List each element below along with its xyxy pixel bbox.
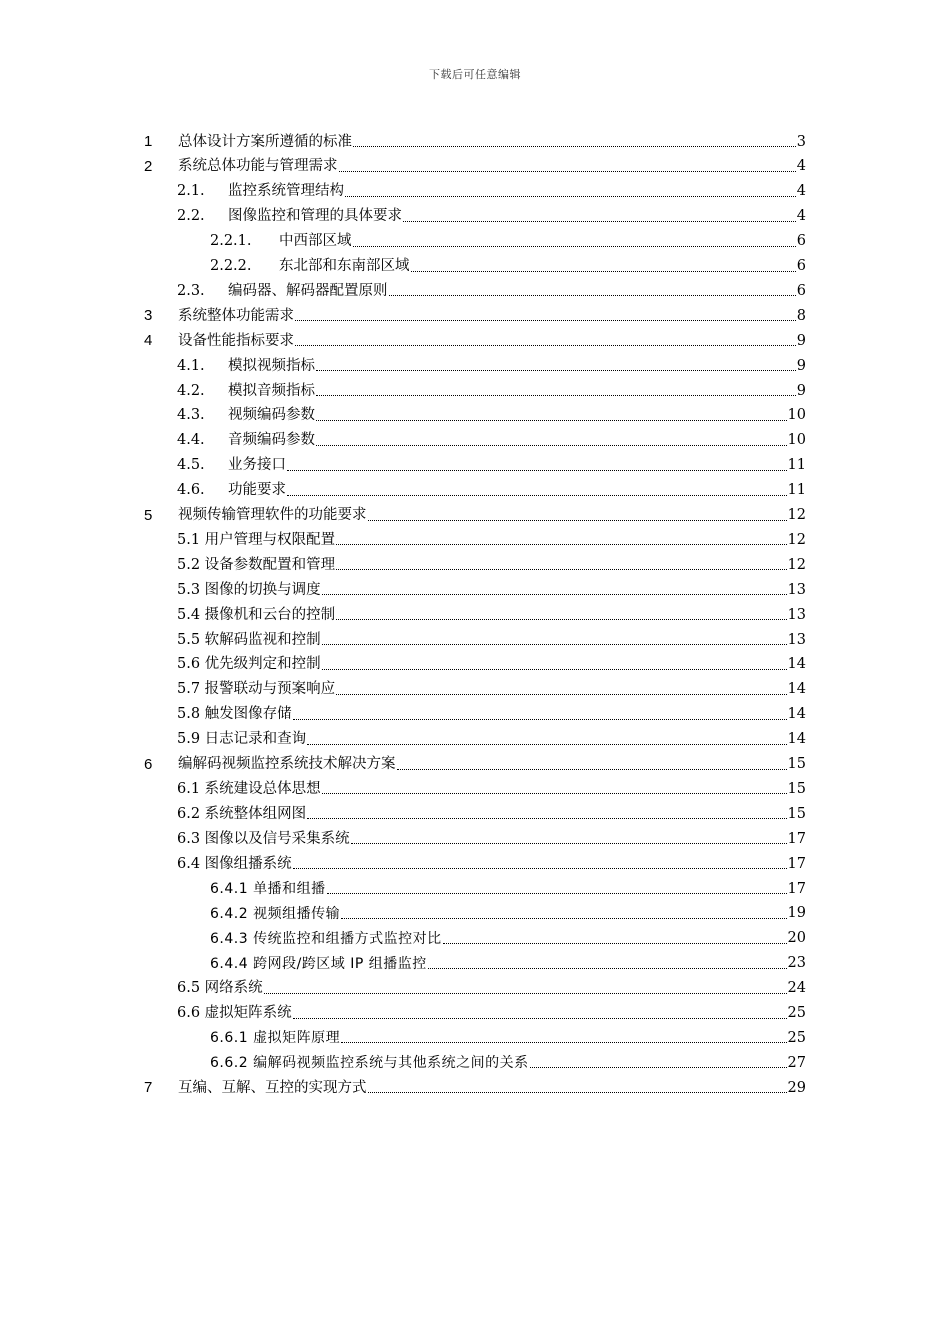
toc-entry[interactable] — [0, 473, 950, 498]
toc-leader-dots — [341, 918, 787, 919]
toc-entry[interactable] — [0, 871, 950, 896]
toc-entry[interactable] — [0, 796, 950, 821]
toc-entry-title: 6.6 虚拟矩阵系统 — [177, 1005, 292, 1021]
toc-leader-dots — [287, 495, 787, 496]
toc-entry[interactable] — [0, 298, 950, 323]
toc-entry[interactable] — [0, 498, 950, 523]
toc-entry-title: 东北部和东南部区域 — [279, 258, 410, 274]
toc-leader-dots — [293, 868, 787, 869]
toc-leader-dots — [295, 345, 796, 346]
toc-leader-dots — [443, 943, 787, 944]
toc-entry-title: 5.7 报警联动与预案响应 — [177, 681, 336, 698]
toc-leader-dots — [322, 594, 787, 595]
toc-entry-number: 2.2.2. — [210, 258, 252, 274]
toc-entry-page: 13 — [787, 631, 806, 648]
toc-entry-number: 3 — [144, 307, 153, 325]
toc-entry[interactable] — [0, 996, 950, 1021]
toc-entry-title: 6.4.3 传统监控和组播方式监控对比 — [210, 930, 442, 947]
toc-entry-page: 19 — [787, 905, 806, 922]
toc-entry-number: 4.2. — [177, 382, 205, 399]
toc-entry-page: 4 — [796, 208, 806, 225]
toc-leader-dots — [351, 843, 787, 844]
toc-entry-number: 4 — [144, 332, 153, 350]
toc-entry[interactable] — [0, 622, 950, 647]
toc-entry-title: 6.3 图像以及信号采集系统 — [177, 830, 350, 847]
toc-entry[interactable] — [0, 1020, 950, 1045]
toc-leader-dots — [389, 295, 796, 296]
toc-leader-dots — [264, 993, 787, 994]
toc-entry-page: 3 — [796, 133, 806, 150]
page-header: 下载后可任意编辑 — [429, 68, 521, 81]
toc-entry[interactable] — [0, 273, 950, 298]
toc-leader-dots — [322, 793, 787, 794]
toc-leader-dots — [336, 544, 787, 545]
toc-leader-dots — [307, 744, 787, 745]
toc-entry-title: 图像监控和管理的具体要求 — [228, 208, 402, 225]
toc-entry-number: 6 — [144, 755, 153, 773]
toc-leader-dots — [530, 1067, 787, 1068]
toc-leader-dots — [397, 769, 787, 770]
toc-entry-number: 4.1. — [177, 357, 205, 374]
toc-entry[interactable] — [0, 647, 950, 672]
toc-leader-dots — [307, 818, 787, 819]
toc-entry[interactable] — [0, 249, 950, 274]
toc-entry-title: 中西部区域 — [279, 233, 352, 250]
toc-entry-title: 6.2 系统整体组网图 — [177, 805, 307, 822]
toc-entry-title: 总体设计方案所遵循的标准 — [178, 133, 352, 150]
toc-entry-title: 5.5 软解码监视和控制 — [177, 631, 321, 648]
toc-entry-page: 12 — [787, 531, 806, 548]
toc-entry-number: 4.4. — [177, 432, 205, 449]
toc-leader-dots — [293, 719, 787, 720]
toc-leader-dots — [316, 445, 787, 446]
toc-entry-title: 系统总体功能与管理需求 — [178, 158, 338, 175]
toc-entry-page: 11 — [787, 482, 806, 499]
toc-leader-dots — [428, 968, 787, 969]
toc-entry-page: 11 — [787, 457, 806, 474]
toc-entry-title: 监控系统管理结构 — [228, 183, 344, 200]
toc-entry[interactable] — [0, 821, 950, 846]
toc-entry-number: 2.3. — [177, 282, 205, 299]
toc-entry[interactable] — [0, 124, 950, 149]
toc-leader-dots — [316, 395, 796, 396]
toc-entry-page: 17 — [787, 855, 806, 872]
toc-leader-dots — [403, 221, 796, 222]
toc-entry[interactable] — [0, 348, 950, 373]
toc-entry-page: 20 — [787, 930, 806, 947]
toc-entry-title: 互编、互解、互控的实现方式 — [178, 1079, 367, 1096]
toc-entry-number: 4.6. — [177, 482, 205, 499]
toc-entry[interactable] — [0, 771, 950, 796]
toc-entry[interactable] — [0, 846, 950, 871]
toc-entry[interactable] — [0, 946, 950, 971]
toc-entry-number: 4.3. — [177, 407, 205, 424]
toc-entry-page: 9 — [796, 382, 806, 399]
toc-leader-dots — [336, 694, 787, 695]
toc-entry-title: 设备性能指标要求 — [178, 332, 294, 349]
toc-entry-page: 9 — [796, 357, 806, 374]
toc-entry-number: 2.2. — [177, 208, 205, 225]
toc-entry-title: 6.4.2 视频组播传输 — [210, 905, 341, 922]
toc-entry-number: 4.5. — [177, 457, 205, 474]
toc-entry-title: 编码器、解码器配置原则 — [228, 282, 388, 299]
toc-entry-page: 15 — [787, 756, 806, 772]
toc-entry-title: 模拟音频指标 — [228, 382, 315, 399]
toc-entry-title: 视频编码参数 — [228, 407, 315, 424]
toc-entry[interactable] — [0, 398, 950, 423]
toc-entry-page: 6 — [796, 258, 806, 274]
toc-entry-title: 业务接口 — [228, 457, 286, 474]
toc-entry-title: 5.2 设备参数配置和管理 — [177, 556, 336, 573]
toc-entry[interactable] — [0, 448, 950, 473]
toc-entry[interactable] — [0, 522, 950, 547]
toc-leader-dots — [287, 470, 787, 471]
toc-entry[interactable] — [0, 224, 950, 249]
toc-leader-dots — [322, 644, 787, 645]
toc-entry-page: 15 — [787, 780, 806, 797]
toc-entry-page: 8 — [796, 307, 806, 324]
toc-entry[interactable] — [0, 373, 950, 398]
toc-entry[interactable] — [0, 1070, 950, 1095]
toc-entry-title: 6.4 图像组播系统 — [177, 855, 292, 872]
toc-entry-page: 14 — [787, 681, 806, 698]
toc-entry-title: 编解码视频监控系统技术解决方案 — [178, 756, 396, 772]
toc-leader-dots — [316, 420, 787, 421]
toc-entry-number: 1 — [144, 133, 153, 150]
toc-entry-title: 5.6 优先级判定和控制 — [177, 656, 321, 673]
toc-entry-page: 17 — [787, 830, 806, 847]
toc-entry-title: 6.4.4 跨网段/跨区域 IP 组播监控 — [210, 955, 427, 972]
toc-entry-page: 9 — [796, 332, 806, 349]
toc-entry-page: 10 — [787, 407, 806, 424]
toc-entry-page: 10 — [787, 432, 806, 449]
toc-entry-title: 6.4.1 单播和组播 — [210, 881, 326, 897]
toc-leader-dots — [316, 370, 796, 371]
toc-entry-page: 14 — [787, 706, 806, 723]
toc-entry-title: 音频编码参数 — [228, 432, 315, 449]
toc-entry[interactable] — [0, 697, 950, 722]
toc-leader-dots — [353, 246, 796, 247]
toc-entry-title: 功能要求 — [228, 482, 286, 499]
toc-entry-title: 6.5 网络系统 — [177, 980, 263, 997]
toc-entry-number: 2 — [144, 157, 153, 175]
toc-leader-dots — [339, 171, 796, 172]
toc-entry-page: 15 — [787, 805, 806, 822]
toc-entry[interactable] — [0, 896, 950, 921]
toc-entry[interactable] — [0, 921, 950, 946]
toc-entry-title: 5.3 图像的切换与调度 — [177, 581, 321, 598]
toc-entry[interactable] — [0, 547, 950, 572]
toc-entry-title: 5.8 触发图像存储 — [177, 706, 292, 723]
toc-entry-title: 5.9 日志记录和查询 — [177, 731, 307, 748]
toc-leader-dots — [341, 1042, 787, 1043]
toc-leader-dots — [322, 669, 787, 670]
toc-entry-title: 5.4 摄像机和云台的控制 — [177, 606, 336, 623]
toc-entry-page: 13 — [787, 606, 806, 623]
toc-entry-page: 23 — [787, 955, 806, 972]
toc-entry-page: 6 — [796, 282, 806, 299]
toc-leader-dots — [336, 619, 787, 620]
toc-entry-page: 12 — [787, 507, 806, 523]
toc-entry[interactable] — [0, 199, 950, 224]
toc-entry-page: 13 — [787, 581, 806, 598]
toc-entry-title: 6.1 系统建设总体思想 — [177, 780, 321, 797]
toc-entry-page: 14 — [787, 731, 806, 748]
toc-entry-page: 4 — [796, 158, 806, 175]
toc-leader-dots — [295, 320, 796, 321]
toc-entry-number: 2.2.1. — [210, 233, 252, 250]
toc-entry[interactable] — [0, 747, 950, 772]
toc-leader-dots — [293, 1018, 787, 1019]
toc-entry-number: 2.1. — [177, 183, 205, 200]
toc-entry-page: 25 — [787, 1029, 806, 1046]
toc-entry[interactable] — [0, 971, 950, 996]
toc-entry-title: 视频传输管理软件的功能要求 — [178, 507, 367, 523]
toc-entry-page: 27 — [787, 1054, 806, 1071]
toc-entry-number: 7 — [144, 1079, 153, 1097]
toc-entry-page: 14 — [787, 656, 806, 673]
toc-entry-page: 17 — [787, 880, 806, 897]
toc-leader-dots — [353, 146, 796, 147]
toc-leader-dots — [368, 520, 787, 521]
toc-entry-page: 12 — [787, 556, 806, 573]
toc-entry-number: 5 — [144, 506, 153, 524]
toc-entry[interactable] — [0, 672, 950, 697]
toc-entry[interactable] — [0, 323, 950, 348]
toc-entry[interactable] — [0, 1045, 950, 1070]
toc-entry-page: 6 — [796, 233, 806, 250]
toc-entry-title: 5.1 用户管理与权限配置 — [177, 531, 336, 548]
toc-entry-title: 模拟视频指标 — [228, 357, 315, 374]
toc-leader-dots — [336, 569, 787, 570]
toc-entry-page: 24 — [787, 980, 806, 997]
toc-leader-dots — [411, 271, 796, 272]
toc-entry-page: 29 — [787, 1079, 806, 1096]
toc-entry-page: 4 — [796, 183, 806, 200]
toc-entry[interactable] — [0, 174, 950, 199]
toc-entry-title: 6.6.2 编解码视频监控系统与其他系统之间的关系 — [210, 1055, 529, 1072]
toc-entry-page: 25 — [787, 1005, 806, 1021]
toc-entry[interactable] — [0, 149, 950, 174]
toc-entry[interactable] — [0, 722, 950, 747]
toc-entry[interactable] — [0, 572, 950, 597]
toc-leader-dots — [345, 196, 796, 197]
toc-entry[interactable] — [0, 423, 950, 448]
toc-leader-dots — [327, 893, 787, 894]
toc-entry[interactable] — [0, 597, 950, 622]
toc-leader-dots — [368, 1092, 787, 1093]
toc-entry-title: 6.6.1 虚拟矩阵原理 — [210, 1030, 341, 1047]
toc-entry-title: 系统整体功能需求 — [178, 307, 294, 324]
